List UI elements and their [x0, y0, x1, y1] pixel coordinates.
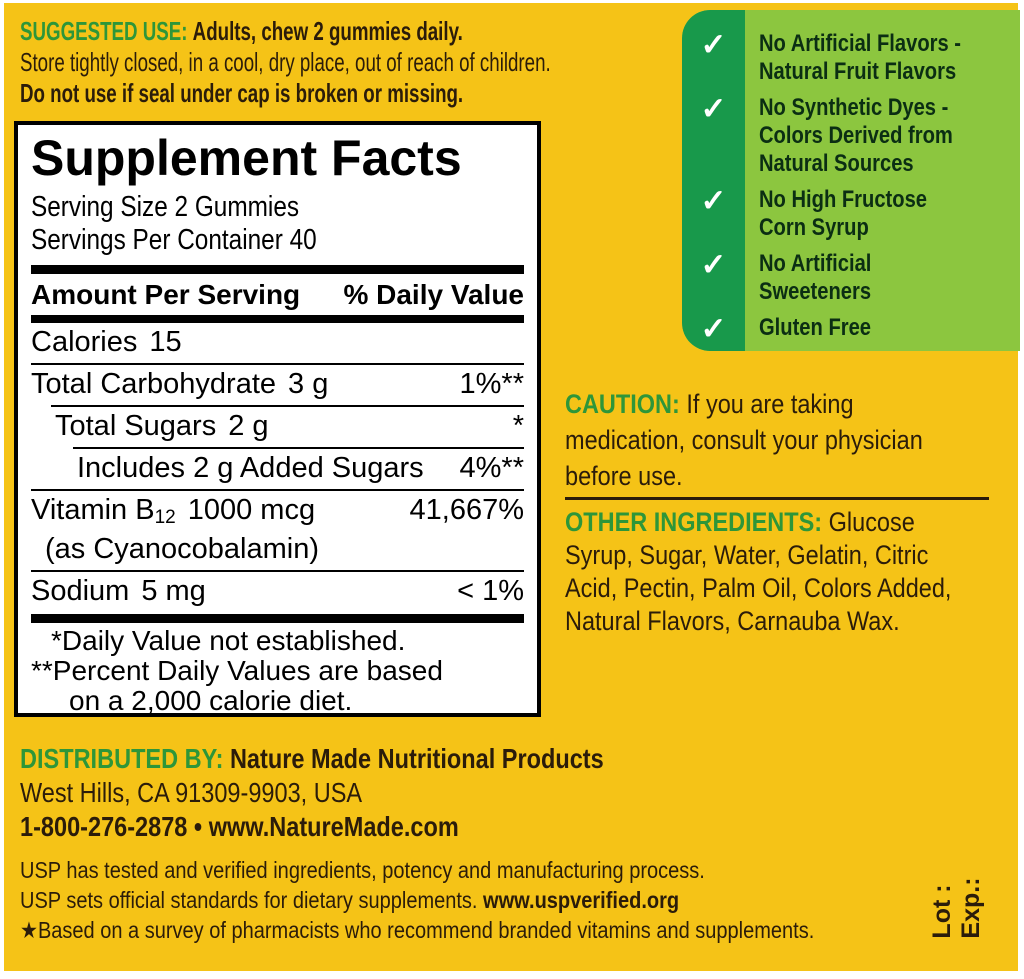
claims-box — [682, 10, 1020, 351]
footnote-percent-dv: **Percent Daily Values are based — [31, 655, 443, 686]
usp-section — [20, 855, 940, 945]
claim-item — [682, 247, 1014, 306]
website-url: www.NatureMade.com — [208, 811, 459, 842]
claim-item — [682, 27, 1014, 86]
thick-bar — [31, 614, 524, 623]
distributed-label: DISTRIBUTED BY: — [20, 743, 224, 774]
checkmark-icon: ✓ — [700, 27, 727, 62]
exp-label: Exp.: — [957, 877, 985, 939]
phone-number: 1-800-276-2878 — [20, 811, 188, 842]
servings-per-container: Servings Per Container 40 — [31, 224, 317, 256]
claim-line: Colors Derived from — [759, 122, 953, 149]
usp-line2: USP sets official standards for dietary supplements. www.uspverified.org — [20, 887, 680, 913]
other-ingredients-section — [565, 506, 1015, 638]
caution-section — [565, 386, 1015, 494]
claim-item — [682, 91, 1014, 178]
contact-line — [20, 810, 720, 844]
suggested-use-section — [20, 16, 680, 109]
supplement-facts-title: Supplement Facts — [31, 130, 462, 186]
serving-size: Serving Size 2 Gummies — [31, 191, 300, 223]
supplement-facts-panel — [14, 121, 541, 717]
facts-row-sodium: Sodium 5 mg < 1% — [31, 575, 524, 607]
distributed-section — [20, 742, 720, 844]
lot-exp-block — [922, 862, 992, 954]
claim-line: Sweeteners — [759, 278, 872, 305]
checkmark-icon: ✓ — [700, 311, 727, 346]
suggested-use-line2: Store tightly closed, in a cool, dry place, out of reach of children. — [20, 47, 551, 77]
other-ingredients-line2: Syrup, Sugar, Water, Gelatin, Citric — [565, 540, 929, 570]
suggested-use-line3: Do not use if seal under cap is broken or missing. — [20, 78, 464, 108]
claim-line: No Artificial Flavors - — [759, 30, 962, 57]
claim-item — [682, 311, 1014, 346]
vitamin-b12-source-note: (as Cyanocobalamin) — [45, 533, 320, 565]
caution-line2: medication, consult your physician — [565, 425, 923, 455]
lot-label: Lot : — [928, 884, 956, 939]
caution-line1: CAUTION: If you are taking — [565, 389, 854, 419]
facts-header — [31, 274, 524, 315]
suggested-use-label: SUGGESTED USE: — [20, 16, 188, 46]
usp-line3: ★Based on a survey of pharmacists who recommend branded vitamins and supplements. — [20, 917, 815, 943]
other-ingredients-line1: OTHER INGREDIENTS: Glucose — [565, 507, 915, 537]
caution-line3: before use. — [565, 461, 683, 491]
footnote-dv-not-established: *Daily Value not established. — [51, 625, 406, 656]
suggested-use-line1 — [20, 16, 680, 47]
claim-line: Natural Fruit Flavors — [759, 58, 957, 85]
other-ingredients-line3: Acid, Pectin, Palm Oil, Colors Added, — [565, 573, 952, 603]
facts-row-added-sugars: Includes 2 g Added Sugars 4%** — [77, 452, 524, 484]
company-address: West Hills, CA 91309-9903, USA — [20, 777, 363, 808]
other-ingredients-line4: Natural Flavors, Carnauba Wax. — [565, 606, 900, 636]
facts-row-vitamin-b12: Vitamin B12 1000 mcg 41,667% — [31, 494, 524, 528]
footnote-calorie-diet: on a 2,000 calorie diet. — [69, 685, 353, 716]
facts-row-calories: Calories 15 — [31, 326, 182, 358]
company-name: Nature Made Nutritional Products — [229, 743, 604, 774]
claim-line: No Artificial — [759, 250, 872, 277]
daily-value-header: % Daily Value — [343, 279, 524, 310]
other-ingredients-label: OTHER INGREDIENTS: — [565, 507, 823, 537]
claim-line: No High Fructose — [759, 186, 928, 213]
thick-bar — [31, 265, 524, 274]
amount-per-serving-header: Amount Per Serving — [31, 279, 301, 310]
distributed-line1 — [20, 742, 720, 776]
claim-line: No Synthetic Dyes - — [759, 94, 949, 121]
claims-list — [682, 10, 1020, 351]
claim-line: Gluten Free — [759, 314, 872, 341]
usp-url: www.uspverified.org — [483, 887, 680, 913]
facts-footnotes — [31, 626, 524, 716]
checkmark-icon: ✓ — [700, 183, 727, 218]
section-divider — [565, 497, 989, 500]
facts-row-total-sugars: Total Sugars 2 g * — [55, 410, 524, 442]
suggested-use-intro: Adults, chew 2 gummies daily. — [192, 16, 463, 46]
claim-line: Natural Sources — [759, 150, 914, 177]
checkmark-icon: ✓ — [700, 247, 727, 282]
checkmark-icon: ✓ — [700, 91, 727, 126]
claim-line: Corn Syrup — [759, 214, 869, 241]
claim-item — [682, 183, 1014, 242]
usp-line1: USP has tested and verified ingredients, potency and manufacturing process. — [20, 857, 705, 883]
thick-bar — [31, 315, 524, 323]
facts-row-total-carbohydrate: Total Carbohydrate 3 g 1%** — [31, 368, 524, 400]
caution-label: CAUTION: — [565, 389, 680, 419]
bullet-separator: • — [193, 811, 203, 842]
